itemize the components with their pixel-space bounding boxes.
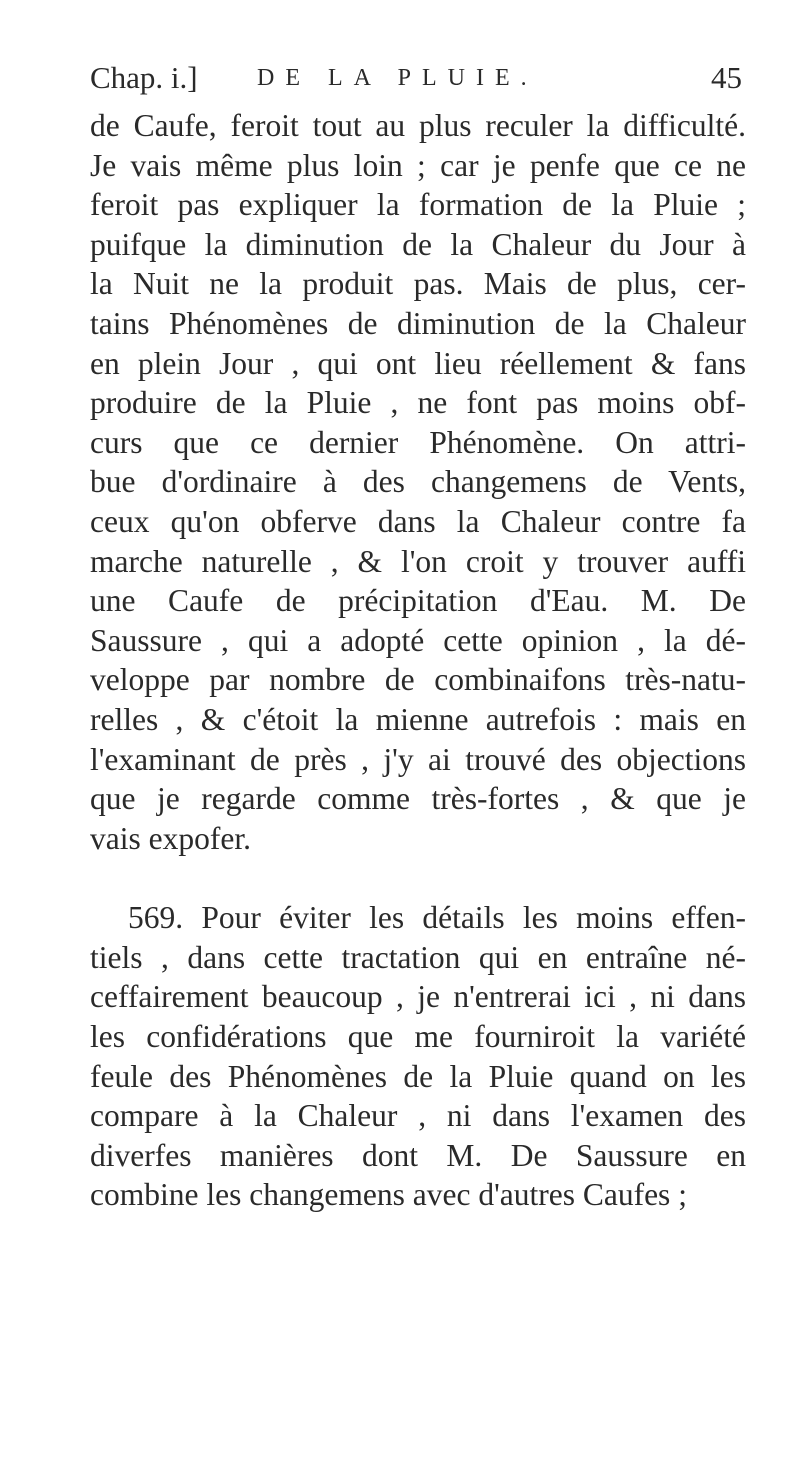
chapter-label: Chap. i.] bbox=[90, 60, 198, 95]
paragraph bbox=[90, 106, 746, 858]
text-line: tiels , dans cette tractation qui en entraîne né- bbox=[90, 939, 746, 975]
text-line: 569. Pour éviter les détails les moins effen- bbox=[128, 900, 746, 936]
text-line: relles , & c'étoit la mienne autrefois : mais en bbox=[90, 701, 746, 737]
text-line: bue d'ordinaire à des changemens de Vents, bbox=[90, 464, 746, 500]
body-text bbox=[90, 106, 746, 1215]
text-line: marche naturelle , & l'on croit y trouver auffi bbox=[90, 543, 746, 579]
text-line: tains Phénomènes de diminution de la Chaleur bbox=[90, 305, 746, 341]
text-line: la Nuit ne la produit pas. Mais de plus, cer- bbox=[90, 266, 746, 302]
text-line: produire de la Pluie , ne font pas moins obf- bbox=[90, 385, 746, 421]
text-line: diverfes manières dont M. De Saussure en bbox=[90, 1137, 746, 1173]
text-line: ceux qu'on obferve dans la Chaleur contre fa bbox=[90, 503, 746, 539]
paragraph bbox=[90, 898, 746, 1215]
text-line: une Caufe de précipitation d'Eau. M. De bbox=[90, 583, 746, 619]
text-line: en plein Jour , qui ont lieu réellement & fans bbox=[90, 345, 746, 381]
text-line: de Caufe, feroit tout au plus reculer la difficulté. bbox=[90, 108, 746, 143]
text-line: veloppe par nombre de combinaifons très-natu- bbox=[90, 662, 746, 698]
text-line: curs que ce dernier Phénomène. On attri- bbox=[90, 424, 746, 460]
text-line: feule des Phénomènes de la Pluie quand on les bbox=[90, 1058, 746, 1094]
text-line: Saussure , qui a adopté cette opinion , la dé- bbox=[90, 622, 746, 658]
running-header bbox=[90, 58, 742, 98]
text-line: ceffairement beaucoup , je n'entrerai ici , ni dans bbox=[90, 979, 746, 1015]
text-line: l'examinant de près , j'y ai trouvé des objections bbox=[90, 741, 746, 777]
text-line: feroit pas expliquer la formation de la Pluie ; bbox=[90, 187, 746, 223]
text-line: puifque la diminution de la Chaleur du Jour à bbox=[90, 226, 746, 262]
text-line: combine les changemens avec d'autres Caufes ; bbox=[90, 1177, 687, 1213]
text-line: Je vais même plus loin ; car je penfe que ce ne bbox=[90, 147, 746, 183]
text-line: que je regarde comme très-fortes , & que je bbox=[90, 781, 746, 817]
text-line: vais expofer. bbox=[90, 820, 251, 856]
text-line: compare à la Chaleur , ni dans l'examen des bbox=[90, 1098, 746, 1134]
paragraph-gap bbox=[90, 858, 746, 898]
running-title: DE LA PLUIE. bbox=[257, 65, 538, 91]
text-line: les confidérations que me fourniroit la variété bbox=[90, 1019, 746, 1055]
page-number: 45 bbox=[711, 60, 742, 95]
